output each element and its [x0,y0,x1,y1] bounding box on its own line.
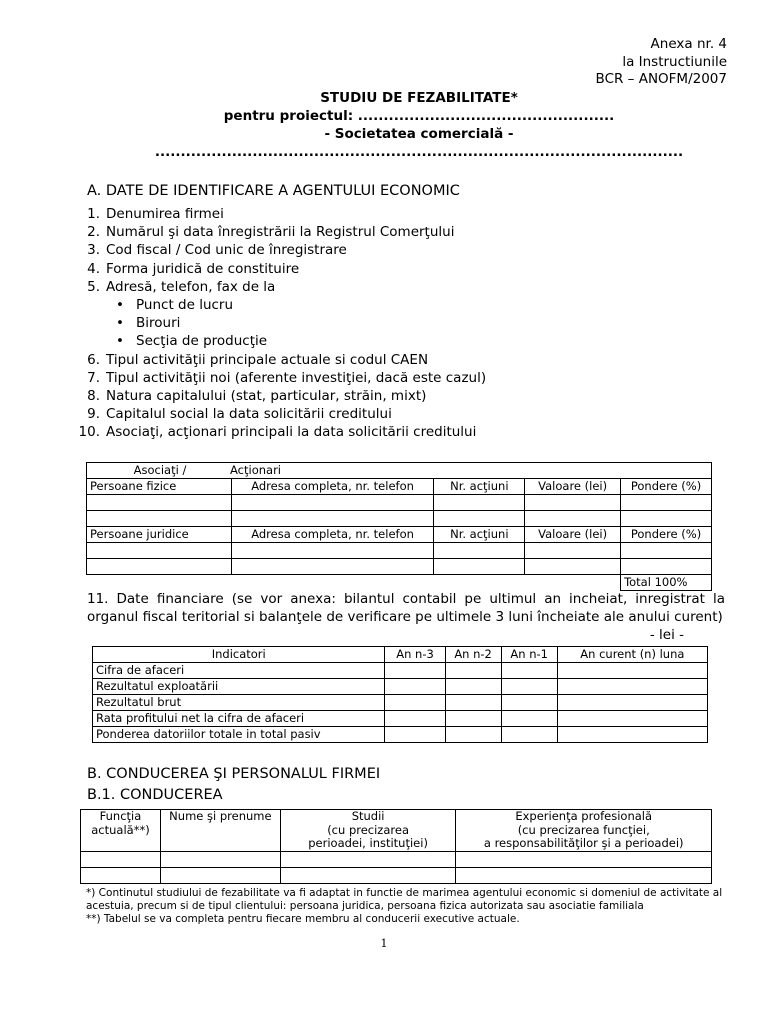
list-item: 4. Forma juridică de constituire [87,260,300,277]
list-item: 9. Capitalul social la data solicitării creditului [87,406,392,423]
annex-line-2: la Instructiunile [622,53,727,70]
currency-label: - lei - [649,627,684,643]
annex-line-1: Anexa nr. 4 [650,36,727,52]
section-b1-heading: B.1. CONDUCEREA [87,787,223,803]
table-cell: Ponderea datoriilor totale in total pasiv [93,727,385,743]
table-row [81,810,712,852]
table-row [87,527,712,543]
company-line: - Societatea comercială - [324,126,514,142]
footnote-1: *) Continutul studiului de fezabilitate va fi adaptat in functie de marimea agentului economic si domeniul de activitate al acestuia, precum si de tipul clientului: persoana juridica, persoana fizica autorizata sau asociatie familiala [86,887,723,912]
table-cell: Pondere (%) [621,479,712,495]
shareholders-table [86,462,712,591]
financial-table [92,646,708,743]
table-row [93,679,708,695]
table-cell: Valoare (lei) [525,527,621,543]
table-row [87,479,712,495]
table-row [87,511,712,527]
table-header: An n-3 [385,647,445,663]
section-a-list [70,205,486,442]
table-row [81,867,712,883]
list-item: 1. Denumirea firmei [87,206,224,222]
annex-header [596,36,727,89]
document-title: STUDIU DE FEZABILITATE* [320,90,518,106]
management-table [80,809,712,884]
bullet-item: • Punct de lucru [116,297,234,314]
table-cell: Rata profitului net la cifra de afaceri [93,711,385,727]
section-a-heading: A. DATE DE IDENTIFICARE A AGENTULUI ECONOMIC [87,183,460,199]
table-header: Indicatori [93,647,385,663]
table-row [87,463,712,479]
table-cell: Persoane juridice [87,527,232,543]
table-row [93,647,708,663]
table-cell: Adresa completa, nr. telefon [231,527,434,543]
list-item: 2. Numărul şi data înregistrării la Registrul Comerţului [87,224,455,241]
table-row [87,559,712,575]
dots-line: ....................................................................................................... [154,144,684,160]
footnote-2: **) Tabelul se va completa pentru fiecare membru al conducerii executive actuale. [86,913,520,925]
table-header: Studii (cu precizarea perioadei, instituţiei) [280,810,456,852]
list-item: 6. Tipul activităţii principale actuale si codul CAEN [87,351,429,368]
table-header: Funcţia actuală**) [81,810,161,852]
list-item: 8. Natura capitalului (stat, particular, străin, mixt) [87,388,427,405]
table-header: An curent (n) luna [557,647,707,663]
table-row [93,695,708,711]
table-header: Experienţa profesională (cu precizarea funcţiei, a responsabilităţilor şi a perioadei) [456,810,712,852]
bullet-icon: • [116,315,124,332]
table-header: An n-2 [445,647,501,663]
table-header: An n-1 [501,647,557,663]
bullet-item: • Birouri [116,315,181,332]
section-b-heading: B. CONDUCEREA ŞI PERSONALUL FIRMEI [87,766,381,782]
table-cell: Persoane fizice [87,479,232,495]
annex-line-3: BCR – ANOFM/2007 [595,71,727,87]
document-title-block [0,89,768,161]
bullet-icon: • [116,333,124,350]
table-cell: Valoare (lei) [525,479,621,495]
total-cell: Total 100% [621,575,712,591]
assoc-header: Asociaţi / [133,463,187,477]
item-11-text: 11. Date financiare (se vor anexa: bilantul contabil pe ultimul an incheiat, inregistrat la organul fiscal teritorial si balanţele de verificare pe ultimele 3 luni încheiate ale anului curent) [87,591,725,625]
list-item: 5. Adresă, telefon, fax de la [87,278,276,295]
table-cell: Rezultatul exploatării [93,679,385,695]
list-item: 3. Cod fiscal / Cod unic de înregistrare [87,242,347,259]
table-row [93,711,708,727]
list-item: 10. Asociaţi, acţionari principali la data solicitării creditului [78,424,477,441]
table-row [81,851,712,867]
table-cell: Nr. acţiuni [434,527,525,543]
shareholder-header: Acţionari [230,463,281,477]
table-cell: Nr. acţiuni [434,479,525,495]
table-row [87,495,712,511]
table-header: Nume şi prenume [160,810,280,852]
table-row [93,727,708,743]
bullet-icon: • [116,297,124,314]
table-row [87,543,712,559]
list-item: 7. Tipul activităţii noi (aferente investiţiei, dacă este cazul) [87,369,487,386]
table-row [87,575,712,591]
bullet-item: • Secţia de producţie [116,333,268,350]
footnotes [86,887,726,926]
project-line: pentru proiectul: .................................................. [223,108,615,124]
table-cell: Cifra de afaceri [93,663,385,679]
table-row [93,663,708,679]
page-number: 1 [380,937,388,950]
table-cell: Adresa completa, nr. telefon [231,479,434,495]
table-cell: Pondere (%) [621,527,712,543]
table-cell: Rezultatul brut [93,695,385,711]
